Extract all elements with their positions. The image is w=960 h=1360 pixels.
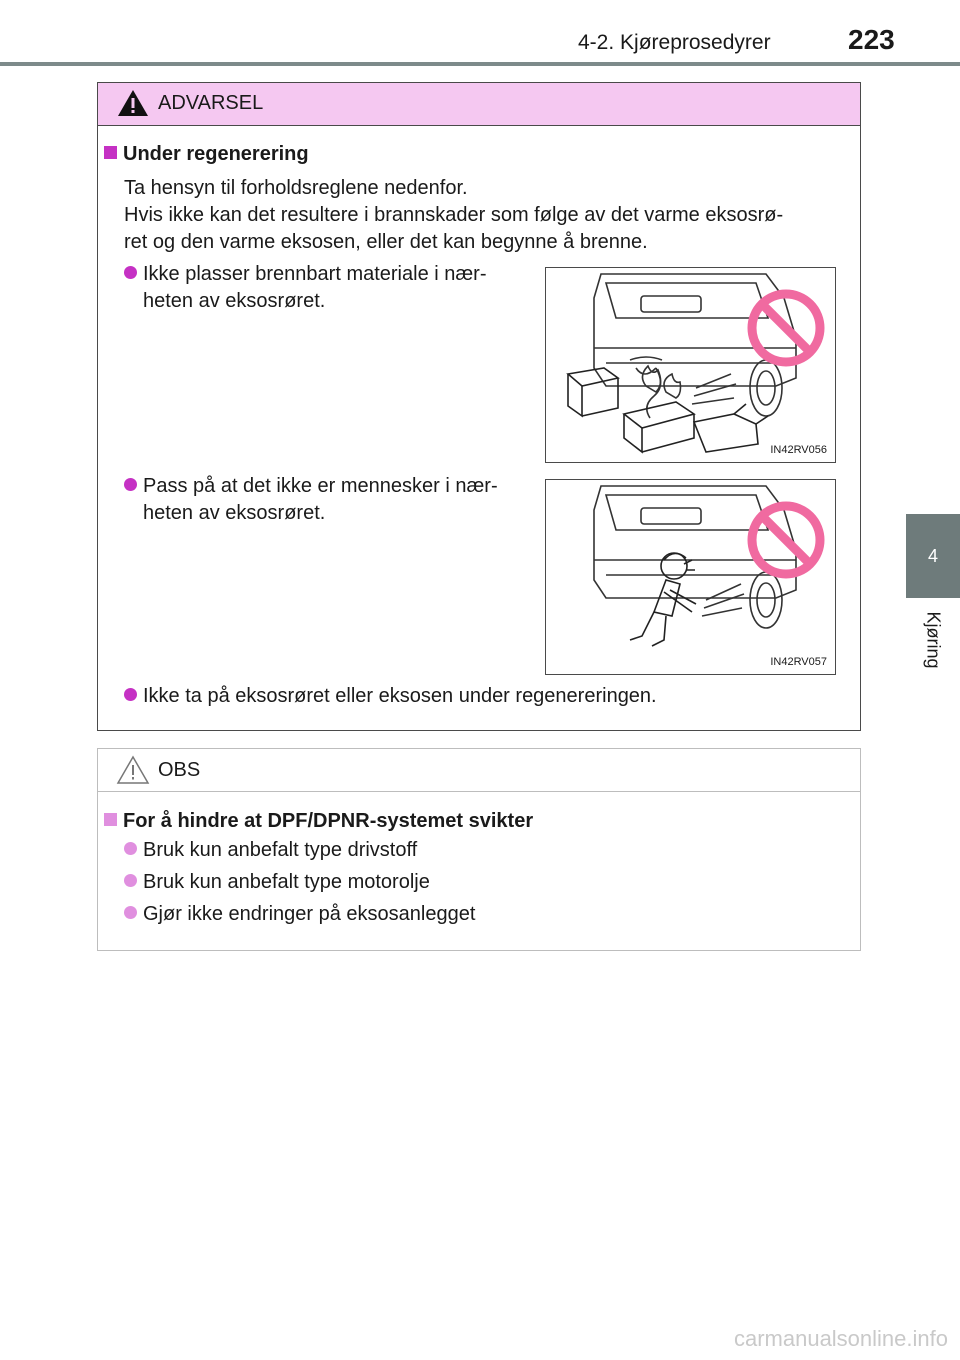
warning-header	[98, 83, 860, 126]
bullet-dot-icon	[124, 266, 137, 279]
list-item: Bruk kun anbefalt type motorolje	[124, 869, 430, 896]
bullet-dot-icon	[124, 842, 137, 855]
car-exhaust-boxes-illustration	[546, 268, 834, 461]
bullet-dot-icon	[124, 874, 137, 887]
notice-header	[98, 749, 860, 792]
figure-people-near-exhaust	[545, 479, 836, 675]
notice-subheading: For å hindre at DPF/DPNR-systemet svikter	[104, 810, 533, 833]
square-bullet-icon	[104, 813, 117, 826]
watermark: carmanualsonline.info	[733, 1326, 948, 1351]
notice-title: OBS	[158, 759, 201, 781]
warning-title: ADVARSEL	[158, 92, 264, 114]
warning-triangle-icon	[116, 88, 150, 118]
header-rule	[0, 62, 960, 66]
square-bullet-icon	[104, 146, 117, 159]
page-number: 223	[848, 24, 895, 55]
caution-triangle-icon	[116, 755, 150, 785]
list-item: Ikke ta på eksosrøret eller eksosen under regenereringen.	[124, 683, 844, 710]
warning-box	[97, 82, 861, 731]
figure-code: IN42RV057	[770, 656, 827, 668]
chapter-label: Kjøring	[923, 611, 944, 669]
list-item: Ikke plasser brennbart materiale i nær- heten av eksosrøret.	[124, 261, 534, 315]
notice-box	[97, 748, 861, 951]
chapter-number: 4	[927, 545, 938, 566]
chapter-tab[interactable]	[906, 514, 960, 598]
warning-paragraph: Ta hensyn til forholdsreglene nedenfor. Hvis ikke kan det resultere i brannskader som følge av det varme eksosrø- ret og den varme eksosen, eller det kan begynne å brenne.	[124, 177, 784, 253]
car-exhaust-person-illustration	[546, 480, 834, 673]
list-item: Pass på at det ikke er mennesker i nær- heten av eksosrøret.	[124, 473, 534, 527]
bullet-dot-icon	[124, 478, 137, 491]
bullet-dot-icon	[124, 688, 137, 701]
warning-subheading: Under regenerering	[104, 143, 309, 166]
list-item: Bruk kun anbefalt type drivstoff	[124, 837, 417, 864]
bullet-dot-icon	[124, 906, 137, 919]
section-title: 4-2. Kjøreprosedyrer	[578, 31, 771, 54]
list-item: Gjør ikke endringer på eksosanlegget	[124, 901, 475, 928]
figure-code: IN42RV056	[770, 444, 827, 456]
figure-combustibles-near-exhaust	[545, 267, 836, 463]
